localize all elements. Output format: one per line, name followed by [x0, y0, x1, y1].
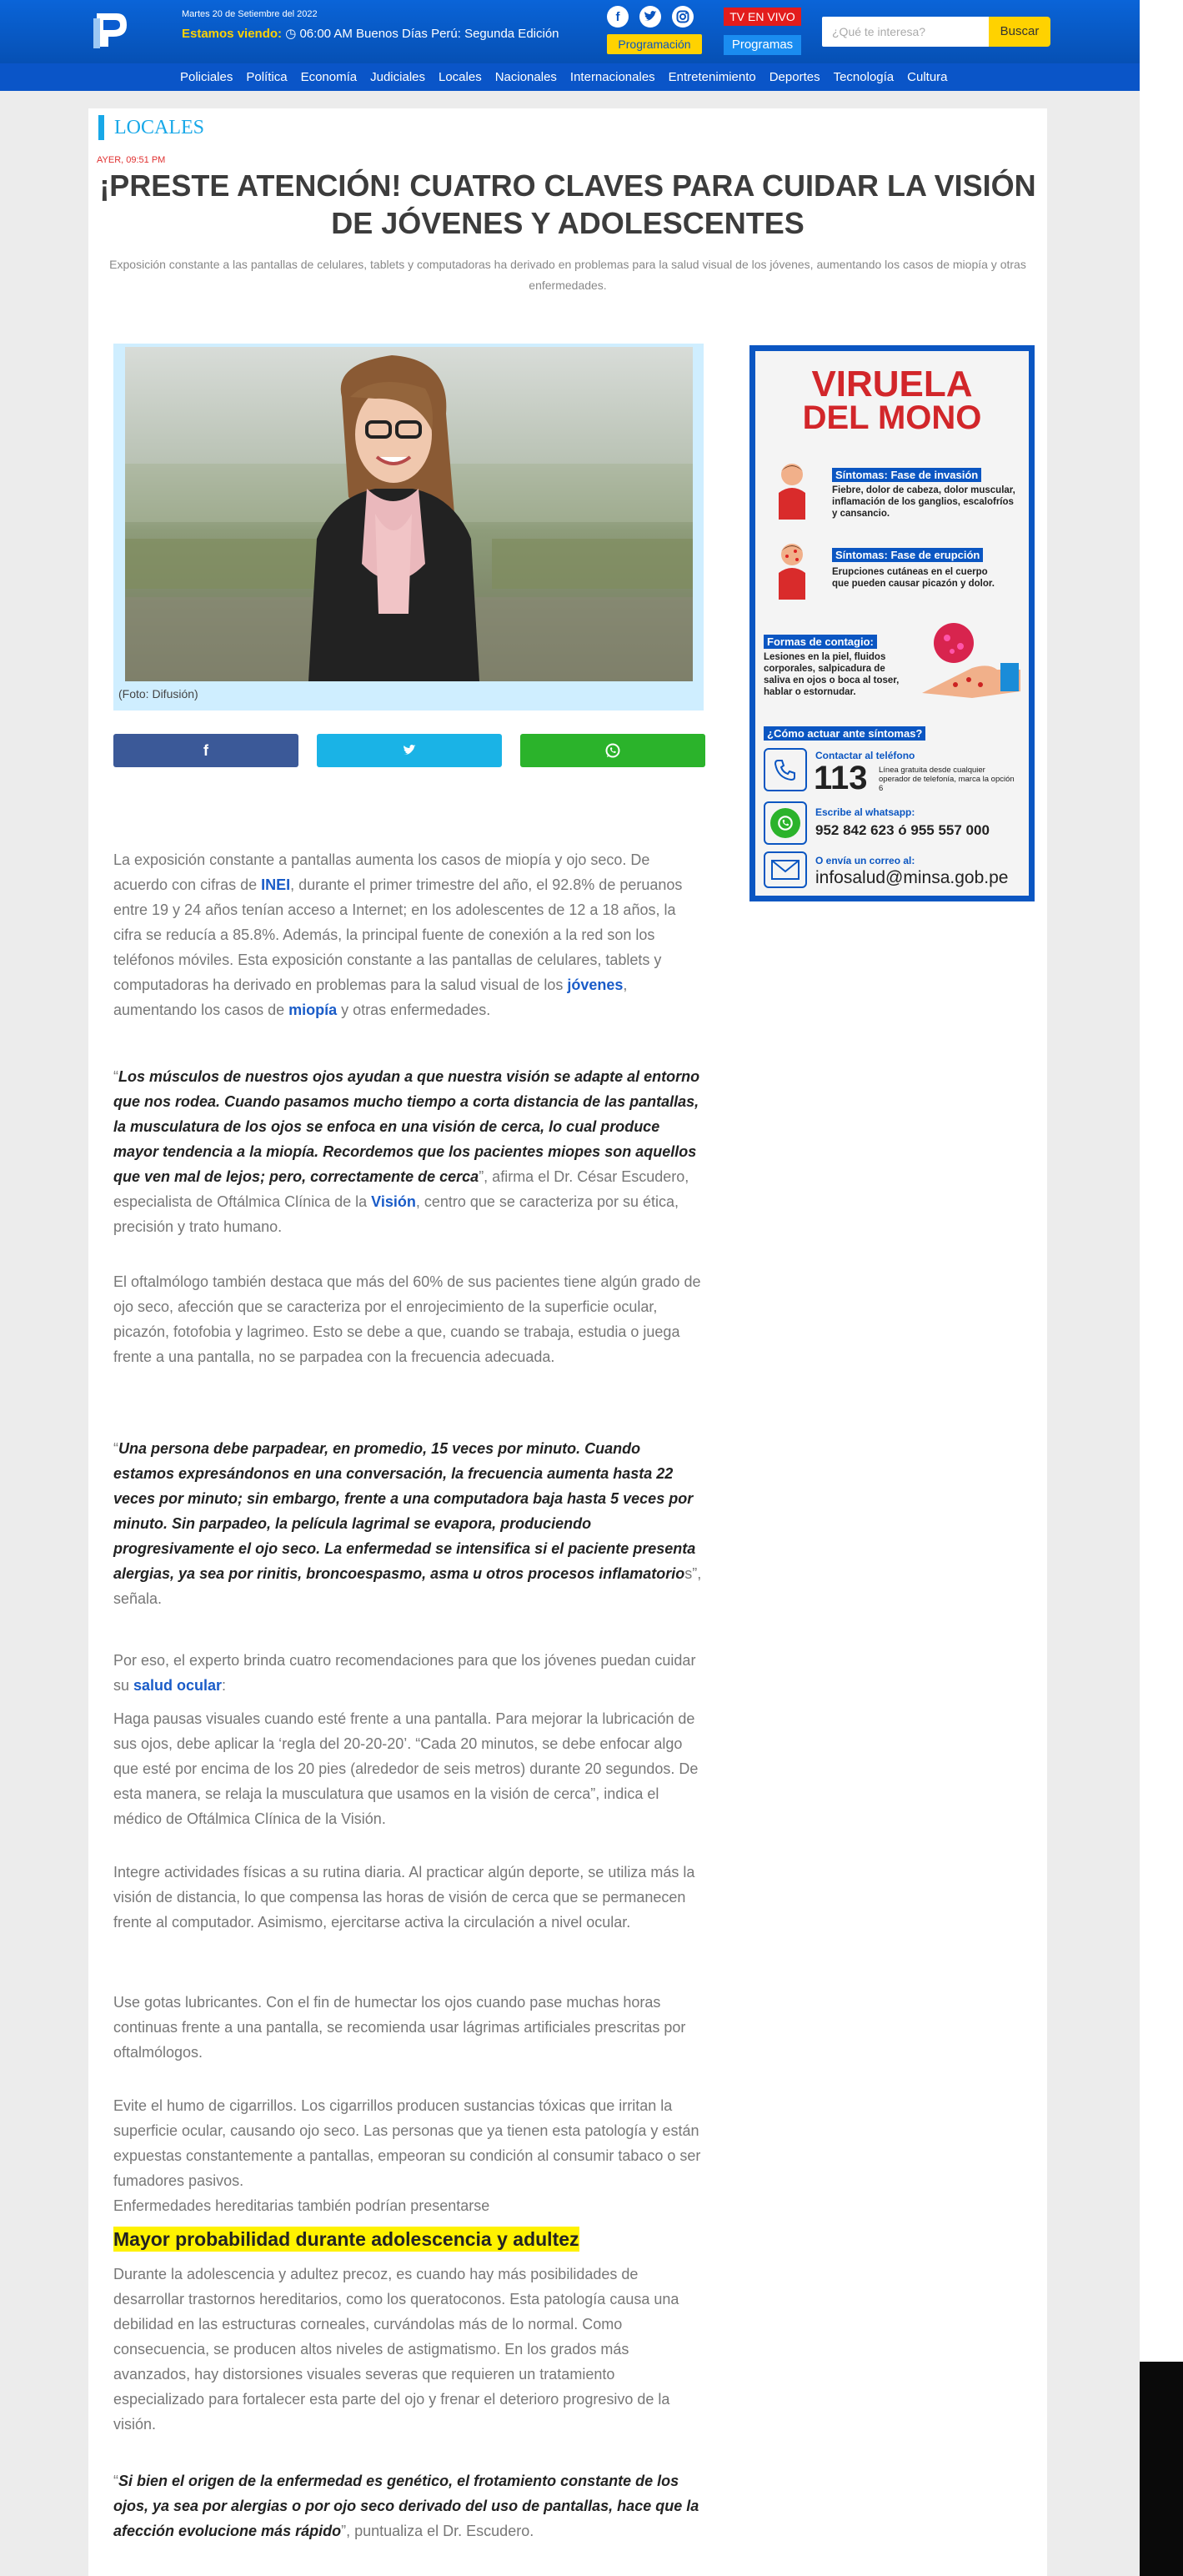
ad-symptom2-text: Erupciones cutáneas en el cuerpo que pueden causar picazón y dolor. — [832, 567, 995, 589]
miopia-link[interactable]: miopía — [288, 1002, 338, 1018]
health-ad-banner[interactable] — [749, 345, 1035, 901]
person-rash-icon — [772, 540, 812, 606]
ad-howto-title: ¿Cómo actuar ante síntomas? — [764, 726, 925, 741]
twitter-icon — [403, 745, 416, 756]
whatsapp-icon — [604, 742, 621, 759]
quote-text: Una persona debe parpadear, en promedio, 15 veces por minuto. Cuando estamos expresándonos en una conversación, la frecuencia aumenta hasta 22 veces por minuto; sin embargo, frente a una computadora baja hasta 5 veces por minuto. Sin parpadeo, la película lagrimal se evapora, produciendo progresivamente el ojo seco. La enfermedad se intensifica si el paciente presenta alergias, ya sea por rinitis, broncoespasmo, asma u otros procesos inflamatorio — [113, 1440, 696, 1582]
ad-mail-address[interactable]: infosalud@minsa.gob.pe — [815, 868, 1009, 887]
virus-hand-icon — [914, 618, 1022, 710]
text-run: : — [222, 1677, 227, 1694]
text-run: , durante el primer trimestre del año, el 92.8% de peruanos entre 19 y 24 años tenían acceso a Internet; en los adolescentes de 12 a 18 años, la cifra se reducía a 85.8%. Además, la principal fuente de conexión a la red son los teléfonos móviles. Esta exposición constante a las pantallas de celulares, tablets y computadoras ha derivado en problemas para la salud visual de los — [113, 876, 683, 993]
article-summary: Exposición constante a las pantallas de celulares, tablets y computadoras ha derivado en problemas para la salud visual de los jóvenes, aumentando los casos de miopía y otras enfermedades. — [109, 258, 1026, 292]
right-gutter — [1047, 108, 1140, 2576]
share-twitter-button[interactable] — [317, 734, 502, 767]
nav-item-policiales[interactable]: Policiales — [180, 70, 233, 84]
article-paragraph-9: Evite el humo de cigarrillos. Los cigarrillos producen sustancias tóxicas que irritan la superficie ocular, causando ojo seco. Las personas que ya tienen esta patología y están expuestas constantemente a pantallas, empeoran su condición al consumir tabaco o ser fumadores pasivos. — [113, 2097, 701, 2189]
nav-item-tecnologia[interactable]: Tecnología — [833, 70, 895, 84]
photo-caption: (Foto: Difusión) — [118, 687, 198, 700]
nav-item-politica[interactable]: Política — [246, 70, 288, 84]
text-run: , aumentando los casos de — [113, 977, 628, 1018]
nav-item-economia[interactable]: Economía — [300, 70, 358, 84]
search-input[interactable] — [822, 17, 989, 47]
article-paragraph-11 — [113, 2468, 705, 2543]
article-paragraph-10: Durante la adolescencia y adultez precoz, es cuando hay más posibilidades de desarrollar trastornos hereditarios, como los queratoconos. Esta patología causa una debilidad en las estructuras corneales, curvándolas más de lo normal. Como consecuencia, se producen altos niveles de astigmatismo. En los grados más avanzados, hay distorsiones visuales severas que requieren un tratamiento especializado para fortalecer esta parte del ojo y frenar el deterioro progresivo de la visión. — [113, 2266, 679, 2433]
ad-contagion-text: Lesiones en la piel, fluidos corporales, salpicadura de saliva en ojos o boca al toser, hablar o estornudar. — [764, 652, 900, 697]
header-date: Martes 20 de Setiembre del 2022 — [182, 9, 318, 19]
nav-item-locales[interactable]: Locales — [439, 70, 482, 84]
twitter-icon[interactable] — [639, 6, 661, 28]
inei-link[interactable]: INEI — [261, 876, 291, 893]
article-photo[interactable] — [125, 347, 693, 681]
site-logo[interactable] — [88, 8, 132, 52]
ad-phone-number[interactable]: 113 — [814, 760, 868, 796]
ad-title-line1: VIRUELA — [811, 364, 973, 404]
article-paragraph-5 — [113, 1648, 705, 1698]
article-timestamp: AYER, 09:51 PM — [97, 155, 166, 165]
text-run: , centro que se caracteriza por su ética, precisión y trato humano. — [113, 1193, 679, 1235]
text-run: Por eso, el experto brinda cuatro recomendaciones para que los jóvenes puedan cuidar su — [113, 1652, 696, 1694]
instagram-icon[interactable] — [672, 6, 694, 28]
ad-phone-note: Línea gratuita desde cualquier operador de telefonía, marca la opción 6 — [879, 766, 1015, 793]
text-run: “ — [113, 2473, 118, 2489]
article-paragraph-6: Haga pausas visuales cuando esté frente a una pantalla. Para mejorar la lubricación de sus ojos, debe aplicar la ‘regla del 20-20-20’. “Cada 20 minutos, se debe enfocar algo que esté por encima de los 20 pies (alrededor de seis metros) durante 20 segundos. De esta manera, se relaja la musculatura que usamos en la visión de cerca”, indica el médico de Oftálmica Clínica de la Visión. — [113, 1710, 699, 1827]
ad-symptom2-title: Síntomas: Fase de erupción — [832, 548, 983, 562]
jovenes-link[interactable]: jóvenes — [567, 977, 624, 993]
facebook-icon: f — [203, 741, 208, 759]
right-edge — [1140, 0, 1183, 2362]
search-button[interactable]: Buscar — [989, 17, 1050, 47]
ad-title-line2: DEL MONO — [802, 399, 982, 436]
article-title: ¡PRESTE ATENCIÓN! CUATRO CLAVES PARA CUIDAR LA VISIÓN DE JÓVENES Y ADOLESCENTES — [99, 168, 1036, 240]
ad-mail-label: O envía un correo al: — [815, 855, 915, 866]
right-edge-dark — [1140, 2362, 1183, 2576]
now-watching-label: Estamos viendo: — [182, 27, 283, 41]
salud-ocular-link[interactable]: salud ocular — [133, 1677, 223, 1694]
share-facebook-button[interactable] — [113, 734, 298, 767]
nav-list — [173, 63, 955, 91]
article-photo-frame — [113, 344, 704, 711]
ad-symptom1-text: Fiebre, dolor de cabeza, dolor muscular, inflamación de los ganglios, escalofríos y cansancio. — [832, 485, 1015, 519]
article-card — [88, 108, 1047, 2576]
quote-text: Los músculos de nuestros ojos ayudan a que nuestra visión se adapte al entorno que nos rodea. Cuando pasamos mucho tiempo a corta distancia de las pantallas, la musculatura de los ojos se enfoca en una visión de cerca, lo cual produce mayor tendencia a la miopía. Recordemos que los pacientes miopes son aquellos que ven mal de lejos; pero, correctamente de cerca — [113, 1068, 700, 1185]
section-label[interactable]: LOCALES — [98, 115, 204, 140]
whatsapp-icon — [764, 801, 807, 845]
article-paragraph-8: Use gotas lubricantes. Con el fin de humectar los ojos cuando pase muchas horas continuas frente a una pantalla, se recomienda usar lágrimas artificiales prescritas por oftalmólogos. — [113, 1994, 686, 2061]
ad-whatsapp-numbers[interactable]: 952 842 623 ó 955 557 000 — [815, 822, 990, 838]
nav-item-deportes[interactable]: Deportes — [769, 70, 820, 84]
programacion-button[interactable]: Programación — [607, 34, 702, 54]
quote-text: Si bien el origen de la enfermedad es genético, el frotamiento constante de los ojos, ya sea por alergias o por ojo seco derivado del uso de pantallas, hace que la afección evolucione más rápido — [113, 2473, 699, 2539]
ad-whatsapp-label: Escribe al whatsapp: — [815, 806, 915, 818]
ad-phone-label: Contactar al teléfono — [815, 750, 915, 761]
ad-symptom1-title: Síntomas: Fase de invasión — [832, 468, 981, 482]
nav-item-internacionales[interactable]: Internacionales — [569, 70, 655, 84]
now-watching-program[interactable]: 06:00 AM Buenos Días Perú: Segunda Edición — [299, 27, 559, 41]
nav-item-cultura[interactable]: Cultura — [907, 70, 948, 84]
main-nav — [0, 63, 1140, 91]
now-watching — [182, 26, 559, 41]
article-paragraph-1 — [113, 847, 705, 1022]
facebook-icon[interactable]: f — [607, 6, 629, 28]
mail-icon — [764, 851, 807, 888]
text-run: “ — [113, 1068, 118, 1085]
article-paragraph-3: El oftalmólogo también destaca que más del 60% de sus pacientes tiene algún grado de ojo seco, afección que se caracteriza por el enrojecimiento de la superficie ocular, picazón, fotofobia y lagrimeo. Esto se debe a que, cuando se trabaja, estudia o juega frente a una pantalla, no se parpadea con la frecuencia adecuada. — [113, 1273, 701, 1365]
article-subheading-wrap — [113, 2227, 705, 2253]
article-paragraph-7: Integre actividades físicas a su rutina diaria. Al practicar algún deporte, se utiliza más la visión de distancia, lo que compensa las horas de visión de cerca que se permanecen frente al computador. Asimismo, ejercitarse activa la circulación a nivel ocular. — [113, 1864, 695, 1931]
text-run: “ — [113, 1440, 118, 1457]
text-run: ”, afirma el Dr. César Escudero, especialista de Oftálmica Clínica de la — [113, 1168, 689, 1210]
programas-button[interactable]: Programas — [724, 35, 801, 55]
vision-link[interactable]: Visión — [371, 1193, 416, 1210]
nav-item-entretenimiento[interactable]: Entretenimiento — [668, 70, 756, 84]
nav-item-nacionales[interactable]: Nacionales — [494, 70, 557, 84]
person-fever-icon — [772, 459, 812, 526]
text-run: s”, señala. — [113, 1565, 702, 1607]
tv-live-button[interactable]: TV EN VIVO — [724, 8, 801, 26]
article-paragraph-9b: Enfermedades hereditarias también podrían presentarse — [113, 2197, 490, 2214]
nav-item-judiciales[interactable]: Judiciales — [370, 70, 425, 84]
health-ad-content — [755, 351, 1029, 896]
text-run: La exposición constante a pantallas aumenta los casos de miopía y ojo seco. De acuerdo con cifras de — [113, 851, 650, 893]
article-paragraph-2 — [113, 1064, 705, 1239]
phone-icon — [764, 748, 807, 791]
text-run: y otras enfermedades. — [337, 1002, 491, 1018]
clock-icon: ◷ — [285, 27, 297, 41]
article-subheading: Mayor probabilidad durante adolescencia y adultez — [113, 2228, 579, 2250]
ad-contagion-title: Formas de contagio: — [764, 635, 877, 649]
share-whatsapp-button[interactable] — [520, 734, 705, 767]
text-run: ”, puntualiza el Dr. Escudero. — [341, 2523, 534, 2539]
top-header — [0, 0, 1140, 63]
article-paragraph-4 — [113, 1436, 705, 1611]
